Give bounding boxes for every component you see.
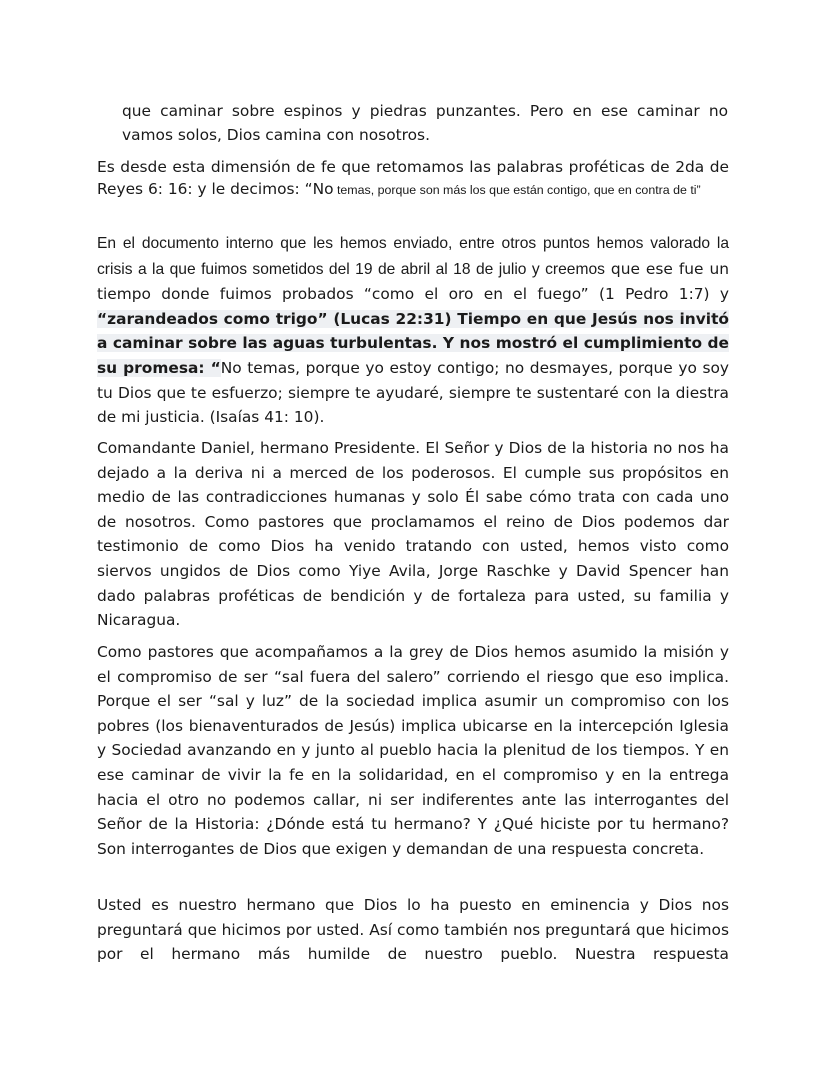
text-line: vamos solos, Dios camina con nosotros. (122, 126, 430, 144)
paragraph-brother: Usted es nuestro hermano que Dios lo ha puesto en eminencia y Dios nos preguntará que hicimos por usted. Así como también nos preguntará que hicimos por el hermano más humilde de nuestro pueblo. Nuestra respuesta (97, 896, 729, 964)
quote-text: temas, porque son más los que están contigo, que en contra de ti” (333, 183, 701, 197)
text-line: que caminar sobre espinos y piedras punzantes. Pero en ese caminar no (122, 102, 728, 120)
quote-start: No (312, 180, 334, 198)
paragraph-commander: Comandante Daniel, hermano Presidente. El Señor y Dios de la historia no nos ha dejado a la deriva ni a merced de los poderosos. El cumple sus propósitos en medio de las contradicciones humanas y solo Él sabe cómo trata con cada uno de nosotros. Como pastores que proclamamos el reino de Dios podemos dar testimonio de como Dios ha venido tratando con usted, hemos visto como siervos ungidos de Dios como Yiye Avila, Jorge Raschke y David Spencer han dado palabras proféticas de bendición y de fortaleza para usted, su familia y Nicaragua. (97, 439, 729, 630)
paragraph-prophetic-words (97, 156, 729, 201)
paragraph-text: En el documento interno que les hemos enviado, entre otros puntos hemos valorado la crisis a la que fuimos sometidos del 19 de abril al 18 de julio y creemos (97, 235, 729, 278)
paragraph-continuation (122, 99, 728, 147)
paragraph-text: No temas, porque yo estoy contigo; no desmayes, porque yo soy tu Dios que te esfuerzo; siempre te ayudaré, siempre te sustentaré con la diestra de mi justicia. (Isaías 41: 10). (97, 358, 729, 427)
paragraph-text: Es desde esta dimensión de fe que retomamos las palabras proféticas de 2da de Reyes 6: 16: y le decimos: “ (97, 158, 729, 198)
paragraph-text: que ese fue un tiempo donde fuimos probados “como el oro en el fuego” (1 Pedro 1:7) y (97, 259, 730, 304)
paragraph-pastors: Como pastores que acompañamos a la grey de Dios hemos asumido la misión y el compromiso de ser “sal fuera del salero” corriendo el riesgo que eso implica. Porque el ser “sal y luz” de la sociedad implica asumir un compromiso con los pobres (los bienaventurados de Jesús) implica ubicarse en la intercepción Iglesia y Sociedad avanzando en y junto al pueblo hacia la plenitud de los tiempos. Y en ese caminar de vivir la fe en la solidaridad, en el compromiso y en la entrega hacia el otro no podemos callar, ni ser indiferentes ante las interrogantes del Señor de la Historia: ¿Dónde está tu hermano? Y ¿Qué hiciste por tu hermano? Son interrogantes de Dios que exigen y demandan de una respuesta concreta. (97, 643, 729, 858)
bold-highlighted-text: “zarandeados como trigo” (Lucas 22:31) Tiempo en que Jesús nos invitó a caminar sobre las aguas turbulentas. Y nos mostró el cumplimiento de su promesa: “ (97, 309, 729, 377)
paragraph-internal-document (97, 231, 729, 430)
